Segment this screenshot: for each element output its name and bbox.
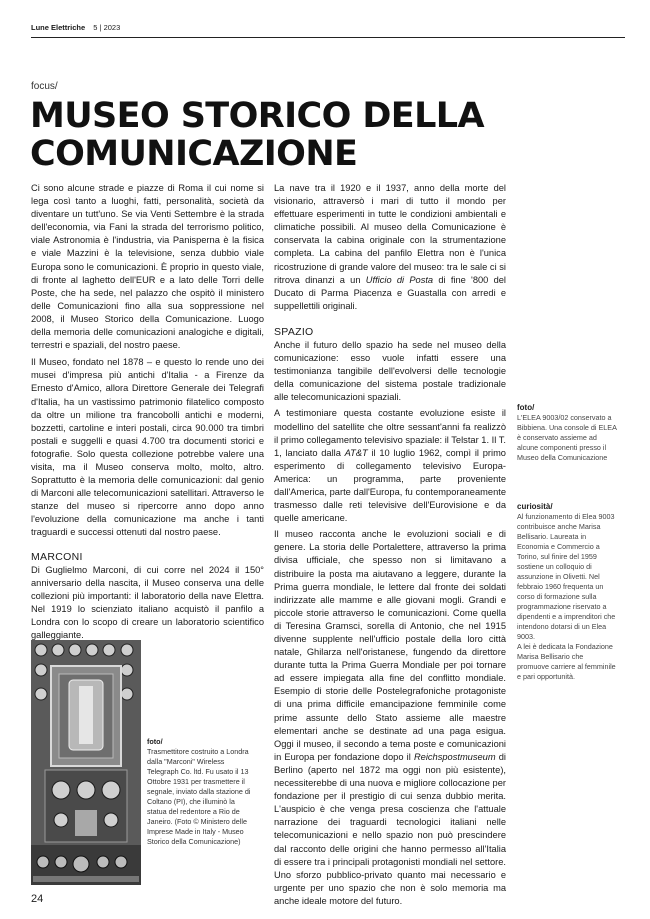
sidebar-label: curiosità/ <box>517 502 553 511</box>
publication-name: Lune Elettriche <box>31 23 86 32</box>
section-kicker: focus/ <box>31 81 58 92</box>
caption-text: Trasmettitore costruito a Londra dalla "Marconi" Wireless Telegraph Co. ltd. Fu usato il 13 Ottobre 1931 per trasmettere il segnale, inviato dalla stazione di Coltano (PI), che illuminò la statua del redentore a Rio de Janeiro. (Foto © Ministero delle Imprese Made in Italy - Museo Storico della Comunicazione) <box>147 747 251 846</box>
running-header <box>31 20 625 36</box>
sidebar-photo-note <box>517 403 617 463</box>
header-divider <box>31 37 625 38</box>
sidebar-curiosita <box>517 502 617 682</box>
text-run: di fine '800 del Ducato di Parma Piacenza e Guastalla con arredi e suppellettili originali. <box>274 274 506 311</box>
body-paragraph <box>274 182 506 313</box>
text-run: La nave tra il 1920 e il 1937, anno della morte del visionario, attraversò i mari di tutto il mondo per effettuare esperimenti in tutte le condizioni ambientali e climatiche possibili. Al museo della Comunicazione è conservata la cabina originale con la strumentazione completa. La cabina del panfilo Elettra non è l'unica ricostruzione di grande valore del museo: tra le sale ci si ritrova dinanzi a un <box>274 183 506 285</box>
body-paragraph <box>274 528 506 908</box>
issue-number: 5 | 2023 <box>93 23 121 32</box>
italic-run: AT&T <box>344 447 368 458</box>
text-run: il 10 luglio 1962, compì il primo esperimento di collegamento televisivo Europa-America: un programma, parte proveniente dall'America, parte dall'Europa, fu contemporaneamente trasmesso dalle reti televisive dell'Eurovisione e da quelle americane. <box>274 447 506 524</box>
body-paragraph: Di Guglielmo Marconi, di cui corre nel 2024 il 150° anniversario della nascita, il Museo conserva una delle collezioni più importanti: il laboratorio della nave Elettra. Nel 1919 lo scienziato italiano acquistò il panfilo a Londra con lo scopo di creare un laboratorio scientifico galleggiante. <box>31 564 264 640</box>
text-run: Il museo racconta anche le evoluzioni sociali e di genere. La storia delle Portalettere, attraverso la prima divisa ufficiale, che spesso non si limitavano a distribuire la posta ma aiutavano a leggere, durante la Prima guerra mondiale, le lettere dal fronte dei soldati indirizzate alle mamme e alle giovani mogli. Grandi e piccole storie attraverso le comunicazioni. Come quella di Teresina Gramsci, sorella di Antonio, che nel 1915 divenne supplente nell'ufficio postale della loro città natale, Ghilarza nell'oristanese, fungendo da direttore durante tutta la Prima Guerra Mondiale per poi tornare ad essere impiegata alla fine del conflitto mondiale. Esempio di storie delle Postelegrafoniche protagoniste di una prima difficile emancipazione femminile come prime assunte dello Stato assieme alle maestre elementari anche se destinate ad una paga esigua. Oggi il museo, il secondo a tema poste e comunicazioni in Europa per fondazione dopo il <box>274 529 506 762</box>
text-run: A testimoniare questa costante evoluzione esiste il modellino del satellite che oltre sessant'anni fa realizzò il primo collegamento televisivo spaziale: il Telstar 1. Il T. 1, lanciato dalla <box>274 408 506 458</box>
section-heading-marconi: MARCONI <box>31 550 83 563</box>
text-column-right <box>274 182 506 911</box>
page-number: 24 <box>31 893 44 905</box>
sidebar-text: Al funzionamento di Elea 9003 contribuisce anche Marisa Bellisario. Laureata in Economia e Commercio a Torino, sul finire del 1959 sostiene un colloquio di assunzione in Olivetti. Nel febbraio 1960 frequenta un corso di formazione sulla programmazione riservato a dipendenti e a imprenditori che intendono dotarsi di un Elea 9003. A lei è dedicata la Fondazione Marisa Bellisario che promuove carriere al femminile e pari opportunità. <box>517 512 616 681</box>
body-paragraph: Anche il futuro dello spazio ha sede nel museo della comunicazione: esso vuole infatti essere una testimonianza tangibile dell'evolversi delle tecnologie della comunicazione del sistema postale tradizionale alle telecomunicazioni spaziali. <box>274 339 506 403</box>
body-paragraph: Il Museo, fondato nel 1878 – e questo lo rende uno dei musei d'impresa più antichi d'Italia - a Firenze da Ernesto d'Amico, allora Direttore Generale dei Telegrafi d'Italia, ha un vastissimo patrimonio filatelico composto da oltre un milione tra francobolli antichi e moderni, bozzetti, cartoline e interi postali, circa 90.000 tra timbri postali e suggelli e quasi 4.700 tra documenti storici e fotografie. Solo questa collezione potrebbe valere una visita, ma il Museo conserva molto, molto, altro. Soprattutto è la memoria delle comunicazioni: dal genio di Marconi alle telecomunicazioni satellitari. Attraverso le stanze del museo si ripercorre anno dopo anno l'evoluzione della comunicazione ma anche i tanti traguardi e successi ottenuti dal nostro paese. <box>31 357 264 538</box>
section-heading-spazio: SPAZIO <box>274 325 314 338</box>
intro-paragraph: Ci sono alcune strade e piazze di Roma il cui nome si lega così tanto a luoghi, fatti, personalità, società da diventare un tutt'uno. Se via Venti Settembre è la strada dell'economia, via Fani la strada del terrorismo politico, viale Astronomia è l'industria, via Panisperna è la fisica e viale Mazzini è la televisione, senza dubbio viale Europa sono le comunicazioni. È proprio in questo viale, di fronte al laghetto dell'EUR e a lato delle Torri delle Poste, che ha sede, nel palazzo che ospitò il ministero delle Comunicazioni fino alla sua soppressione nel 2008, il Museo Storico della Comunicazione. Luogo della memoria delle comunicazioni analogiche e digitali, terrestri e spaziali, del nostro paese. <box>31 183 264 351</box>
italic-run: Ufficio di Posta <box>365 274 434 285</box>
article-title: MUSEO STORICO DELLA COMUNICAZIONE <box>30 96 484 174</box>
transmitter-illustration <box>31 640 141 885</box>
text-run: di Berlino (aperto nel 1872 ma oggi non più esistente), necessiterebbe di una nuova e migliore collocazione per fondazione per il prestigio di cui senza dubbio merita. L'auspicio è che venga presa coscienza che l'attuale narrazione dei traguardi tecnologici italiani nelle telecomunicazioni e nello spazio non può prescindere dal racconto delle origini che hanno permesso all'Italia di essere tra i principali protagonisti mondiali nel settore. Uno sforzo pubblico-privato quanto mai necessario e urgente per uno spazio che non è solo memoria ma anche ideale motore del futuro. <box>274 751 506 906</box>
sidebar-label: foto/ <box>517 403 535 412</box>
text-column-left <box>31 182 264 645</box>
sidebar-text: L'ELEA 9003/02 conservato a Bibbiena. Una console di ELEA è conservato assieme ad alcune componenti presso il Museo della Comunicazione <box>517 413 617 462</box>
italic-run: Reichspostmuseum <box>413 751 496 762</box>
body-paragraph <box>274 407 506 525</box>
photo-caption <box>147 737 251 847</box>
transmitter-photo <box>31 640 141 885</box>
caption-label: foto/ <box>147 737 163 746</box>
